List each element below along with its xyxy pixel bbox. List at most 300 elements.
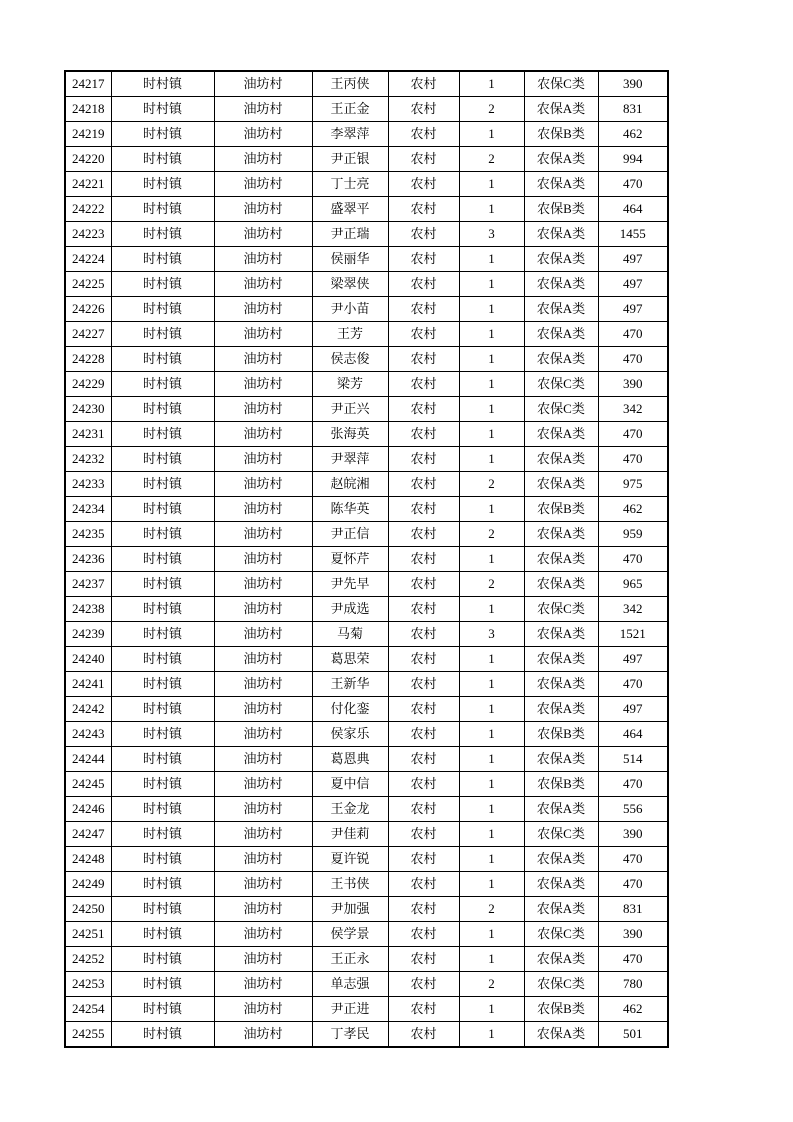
cell-insurance-class: 农保B类 bbox=[524, 497, 598, 522]
cell-record-id: 24254 bbox=[65, 997, 111, 1022]
cell-residence-type: 农村 bbox=[388, 622, 459, 647]
cell-amount: 342 bbox=[598, 597, 668, 622]
cell-person-count: 1 bbox=[459, 247, 524, 272]
cell-insurance-class: 农保A类 bbox=[524, 97, 598, 122]
cell-amount: 470 bbox=[598, 847, 668, 872]
cell-amount: 470 bbox=[598, 947, 668, 972]
cell-village: 油坊村 bbox=[214, 772, 312, 797]
cell-residence-type: 农村 bbox=[388, 422, 459, 447]
cell-person-name: 付化銮 bbox=[312, 697, 388, 722]
cell-person-count: 1 bbox=[459, 447, 524, 472]
cell-town: 时村镇 bbox=[111, 397, 214, 422]
cell-village: 油坊村 bbox=[214, 822, 312, 847]
cell-residence-type: 农村 bbox=[388, 372, 459, 397]
cell-person-name: 夏怀芹 bbox=[312, 547, 388, 572]
cell-amount: 975 bbox=[598, 472, 668, 497]
cell-insurance-class: 农保A类 bbox=[524, 222, 598, 247]
cell-town: 时村镇 bbox=[111, 572, 214, 597]
cell-record-id: 24250 bbox=[65, 897, 111, 922]
cell-person-name: 马菊 bbox=[312, 622, 388, 647]
table-row bbox=[65, 547, 668, 572]
cell-residence-type: 农村 bbox=[388, 822, 459, 847]
cell-person-count: 2 bbox=[459, 972, 524, 997]
cell-town: 时村镇 bbox=[111, 547, 214, 572]
cell-record-id: 24227 bbox=[65, 322, 111, 347]
cell-town: 时村镇 bbox=[111, 997, 214, 1022]
cell-record-id: 24244 bbox=[65, 747, 111, 772]
cell-town: 时村镇 bbox=[111, 897, 214, 922]
cell-person-name: 赵皖湘 bbox=[312, 472, 388, 497]
cell-record-id: 24218 bbox=[65, 97, 111, 122]
cell-residence-type: 农村 bbox=[388, 472, 459, 497]
cell-village: 油坊村 bbox=[214, 997, 312, 1022]
cell-insurance-class: 农保A类 bbox=[524, 472, 598, 497]
cell-insurance-class: 农保A类 bbox=[524, 572, 598, 597]
cell-person-name: 李翠萍 bbox=[312, 122, 388, 147]
cell-person-count: 1 bbox=[459, 997, 524, 1022]
cell-insurance-class: 农保A类 bbox=[524, 647, 598, 672]
records-table bbox=[64, 70, 669, 1048]
cell-person-count: 2 bbox=[459, 522, 524, 547]
cell-insurance-class: 农保C类 bbox=[524, 972, 598, 997]
cell-person-name: 张海英 bbox=[312, 422, 388, 447]
cell-village: 油坊村 bbox=[214, 1022, 312, 1048]
cell-residence-type: 农村 bbox=[388, 597, 459, 622]
cell-person-count: 2 bbox=[459, 147, 524, 172]
cell-insurance-class: 农保A类 bbox=[524, 422, 598, 447]
cell-person-count: 2 bbox=[459, 97, 524, 122]
cell-village: 油坊村 bbox=[214, 922, 312, 947]
cell-amount: 959 bbox=[598, 522, 668, 547]
cell-village: 油坊村 bbox=[214, 472, 312, 497]
cell-person-count: 1 bbox=[459, 272, 524, 297]
cell-person-name: 单志强 bbox=[312, 972, 388, 997]
cell-person-name: 王正永 bbox=[312, 947, 388, 972]
cell-insurance-class: 农保A类 bbox=[524, 247, 598, 272]
cell-amount: 342 bbox=[598, 397, 668, 422]
table-row bbox=[65, 497, 668, 522]
cell-town: 时村镇 bbox=[111, 1022, 214, 1048]
cell-record-id: 24249 bbox=[65, 872, 111, 897]
cell-person-count: 1 bbox=[459, 1022, 524, 1048]
cell-amount: 470 bbox=[598, 347, 668, 372]
cell-amount: 965 bbox=[598, 572, 668, 597]
cell-insurance-class: 农保C类 bbox=[524, 922, 598, 947]
cell-village: 油坊村 bbox=[214, 97, 312, 122]
cell-residence-type: 农村 bbox=[388, 772, 459, 797]
table-row bbox=[65, 772, 668, 797]
table-row bbox=[65, 872, 668, 897]
cell-insurance-class: 农保C类 bbox=[524, 71, 598, 97]
table-row bbox=[65, 822, 668, 847]
cell-record-id: 24240 bbox=[65, 647, 111, 672]
cell-town: 时村镇 bbox=[111, 122, 214, 147]
cell-town: 时村镇 bbox=[111, 322, 214, 347]
table-row bbox=[65, 347, 668, 372]
cell-insurance-class: 农保A类 bbox=[524, 272, 598, 297]
cell-amount: 470 bbox=[598, 172, 668, 197]
cell-person-count: 1 bbox=[459, 547, 524, 572]
cell-town: 时村镇 bbox=[111, 422, 214, 447]
cell-record-id: 24236 bbox=[65, 547, 111, 572]
cell-amount: 390 bbox=[598, 922, 668, 947]
cell-insurance-class: 农保A类 bbox=[524, 697, 598, 722]
cell-village: 油坊村 bbox=[214, 297, 312, 322]
cell-amount: 470 bbox=[598, 872, 668, 897]
table-row bbox=[65, 197, 668, 222]
cell-person-count: 1 bbox=[459, 71, 524, 97]
cell-amount: 470 bbox=[598, 447, 668, 472]
cell-insurance-class: 农保B类 bbox=[524, 122, 598, 147]
cell-amount: 994 bbox=[598, 147, 668, 172]
cell-insurance-class: 农保B类 bbox=[524, 772, 598, 797]
cell-town: 时村镇 bbox=[111, 147, 214, 172]
cell-person-count: 1 bbox=[459, 597, 524, 622]
cell-amount: 497 bbox=[598, 247, 668, 272]
cell-village: 油坊村 bbox=[214, 872, 312, 897]
cell-record-id: 24219 bbox=[65, 122, 111, 147]
cell-residence-type: 农村 bbox=[388, 797, 459, 822]
cell-amount: 1455 bbox=[598, 222, 668, 247]
cell-village: 油坊村 bbox=[214, 597, 312, 622]
cell-village: 油坊村 bbox=[214, 697, 312, 722]
table-row bbox=[65, 97, 668, 122]
cell-residence-type: 农村 bbox=[388, 322, 459, 347]
cell-person-name: 尹加强 bbox=[312, 897, 388, 922]
cell-insurance-class: 农保A类 bbox=[524, 847, 598, 872]
cell-residence-type: 农村 bbox=[388, 672, 459, 697]
cell-village: 油坊村 bbox=[214, 322, 312, 347]
cell-insurance-class: 农保B类 bbox=[524, 722, 598, 747]
table-row bbox=[65, 672, 668, 697]
cell-town: 时村镇 bbox=[111, 647, 214, 672]
cell-insurance-class: 农保B类 bbox=[524, 997, 598, 1022]
cell-person-count: 1 bbox=[459, 947, 524, 972]
cell-town: 时村镇 bbox=[111, 97, 214, 122]
table-row bbox=[65, 372, 668, 397]
cell-person-count: 1 bbox=[459, 122, 524, 147]
table-row bbox=[65, 697, 668, 722]
cell-town: 时村镇 bbox=[111, 697, 214, 722]
cell-insurance-class: 农保B类 bbox=[524, 197, 598, 222]
cell-record-id: 24224 bbox=[65, 247, 111, 272]
table-row bbox=[65, 1022, 668, 1048]
cell-residence-type: 农村 bbox=[388, 497, 459, 522]
cell-person-name: 尹正兴 bbox=[312, 397, 388, 422]
cell-village: 油坊村 bbox=[214, 372, 312, 397]
cell-residence-type: 农村 bbox=[388, 297, 459, 322]
cell-person-count: 3 bbox=[459, 222, 524, 247]
table-row bbox=[65, 447, 668, 472]
cell-insurance-class: 农保A类 bbox=[524, 297, 598, 322]
cell-town: 时村镇 bbox=[111, 247, 214, 272]
cell-record-id: 24255 bbox=[65, 1022, 111, 1048]
cell-person-name: 梁翠侠 bbox=[312, 272, 388, 297]
cell-person-count: 3 bbox=[459, 622, 524, 647]
cell-town: 时村镇 bbox=[111, 197, 214, 222]
cell-person-name: 葛恩典 bbox=[312, 747, 388, 772]
cell-person-count: 1 bbox=[459, 822, 524, 847]
cell-amount: 470 bbox=[598, 672, 668, 697]
cell-residence-type: 农村 bbox=[388, 247, 459, 272]
table-row bbox=[65, 997, 668, 1022]
cell-village: 油坊村 bbox=[214, 897, 312, 922]
cell-residence-type: 农村 bbox=[388, 697, 459, 722]
cell-record-id: 24220 bbox=[65, 147, 111, 172]
cell-town: 时村镇 bbox=[111, 747, 214, 772]
cell-town: 时村镇 bbox=[111, 597, 214, 622]
cell-person-count: 1 bbox=[459, 172, 524, 197]
cell-record-id: 24235 bbox=[65, 522, 111, 547]
cell-amount: 470 bbox=[598, 322, 668, 347]
table-row bbox=[65, 472, 668, 497]
cell-person-name: 侯志俊 bbox=[312, 347, 388, 372]
table-row bbox=[65, 572, 668, 597]
cell-residence-type: 农村 bbox=[388, 347, 459, 372]
cell-town: 时村镇 bbox=[111, 797, 214, 822]
cell-insurance-class: 农保C类 bbox=[524, 822, 598, 847]
cell-village: 油坊村 bbox=[214, 222, 312, 247]
cell-residence-type: 农村 bbox=[388, 197, 459, 222]
cell-town: 时村镇 bbox=[111, 947, 214, 972]
cell-amount: 464 bbox=[598, 722, 668, 747]
table-row bbox=[65, 422, 668, 447]
cell-person-name: 葛思荣 bbox=[312, 647, 388, 672]
cell-person-count: 1 bbox=[459, 722, 524, 747]
cell-record-id: 24252 bbox=[65, 947, 111, 972]
cell-village: 油坊村 bbox=[214, 547, 312, 572]
cell-amount: 390 bbox=[598, 372, 668, 397]
cell-insurance-class: 农保A类 bbox=[524, 747, 598, 772]
table-row bbox=[65, 147, 668, 172]
cell-amount: 464 bbox=[598, 197, 668, 222]
cell-amount: 831 bbox=[598, 97, 668, 122]
cell-record-id: 24241 bbox=[65, 672, 111, 697]
cell-amount: 390 bbox=[598, 822, 668, 847]
cell-insurance-class: 农保A类 bbox=[524, 447, 598, 472]
cell-amount: 462 bbox=[598, 997, 668, 1022]
cell-village: 油坊村 bbox=[214, 272, 312, 297]
cell-person-name: 尹佳莉 bbox=[312, 822, 388, 847]
cell-amount: 470 bbox=[598, 422, 668, 447]
cell-amount: 470 bbox=[598, 547, 668, 572]
cell-record-id: 24253 bbox=[65, 972, 111, 997]
cell-person-count: 1 bbox=[459, 647, 524, 672]
cell-person-count: 1 bbox=[459, 422, 524, 447]
cell-insurance-class: 农保A类 bbox=[524, 522, 598, 547]
table-row bbox=[65, 722, 668, 747]
cell-village: 油坊村 bbox=[214, 197, 312, 222]
table-row bbox=[65, 397, 668, 422]
cell-town: 时村镇 bbox=[111, 672, 214, 697]
table-row bbox=[65, 297, 668, 322]
table-row bbox=[65, 222, 668, 247]
cell-residence-type: 农村 bbox=[388, 872, 459, 897]
cell-village: 油坊村 bbox=[214, 622, 312, 647]
table-row bbox=[65, 247, 668, 272]
cell-record-id: 24239 bbox=[65, 622, 111, 647]
cell-village: 油坊村 bbox=[214, 71, 312, 97]
cell-insurance-class: 农保A类 bbox=[524, 897, 598, 922]
cell-person-name: 尹正进 bbox=[312, 997, 388, 1022]
table-row bbox=[65, 747, 668, 772]
cell-person-name: 盛翠平 bbox=[312, 197, 388, 222]
cell-amount: 390 bbox=[598, 71, 668, 97]
cell-record-id: 24230 bbox=[65, 397, 111, 422]
cell-person-count: 2 bbox=[459, 472, 524, 497]
cell-insurance-class: 农保A类 bbox=[524, 347, 598, 372]
cell-village: 油坊村 bbox=[214, 247, 312, 272]
cell-person-name: 梁芳 bbox=[312, 372, 388, 397]
cell-town: 时村镇 bbox=[111, 472, 214, 497]
cell-insurance-class: 农保A类 bbox=[524, 172, 598, 197]
cell-person-name: 王正金 bbox=[312, 97, 388, 122]
cell-insurance-class: 农保C类 bbox=[524, 372, 598, 397]
cell-village: 油坊村 bbox=[214, 647, 312, 672]
cell-person-name: 尹小苗 bbox=[312, 297, 388, 322]
cell-village: 油坊村 bbox=[214, 122, 312, 147]
table-row bbox=[65, 847, 668, 872]
cell-person-name: 王书侠 bbox=[312, 872, 388, 897]
cell-insurance-class: 农保A类 bbox=[524, 322, 598, 347]
cell-person-count: 1 bbox=[459, 297, 524, 322]
cell-town: 时村镇 bbox=[111, 922, 214, 947]
cell-record-id: 24238 bbox=[65, 597, 111, 622]
cell-insurance-class: 农保C类 bbox=[524, 397, 598, 422]
cell-record-id: 24242 bbox=[65, 697, 111, 722]
cell-town: 时村镇 bbox=[111, 297, 214, 322]
cell-person-count: 1 bbox=[459, 372, 524, 397]
cell-village: 油坊村 bbox=[214, 447, 312, 472]
table-row bbox=[65, 71, 668, 97]
cell-residence-type: 农村 bbox=[388, 97, 459, 122]
cell-person-name: 尹成选 bbox=[312, 597, 388, 622]
cell-record-id: 24229 bbox=[65, 372, 111, 397]
cell-person-count: 1 bbox=[459, 347, 524, 372]
cell-village: 油坊村 bbox=[214, 147, 312, 172]
cell-residence-type: 农村 bbox=[388, 722, 459, 747]
cell-person-name: 王新华 bbox=[312, 672, 388, 697]
cell-record-id: 24246 bbox=[65, 797, 111, 822]
cell-town: 时村镇 bbox=[111, 722, 214, 747]
cell-insurance-class: 农保A类 bbox=[524, 872, 598, 897]
table-row bbox=[65, 922, 668, 947]
cell-amount: 497 bbox=[598, 697, 668, 722]
cell-residence-type: 农村 bbox=[388, 947, 459, 972]
cell-person-count: 1 bbox=[459, 922, 524, 947]
cell-residence-type: 农村 bbox=[388, 572, 459, 597]
cell-village: 油坊村 bbox=[214, 797, 312, 822]
cell-person-count: 1 bbox=[459, 747, 524, 772]
cell-record-id: 24248 bbox=[65, 847, 111, 872]
cell-residence-type: 农村 bbox=[388, 922, 459, 947]
table-row bbox=[65, 947, 668, 972]
cell-record-id: 24231 bbox=[65, 422, 111, 447]
cell-person-name: 陈华英 bbox=[312, 497, 388, 522]
cell-insurance-class: 农保A类 bbox=[524, 672, 598, 697]
cell-residence-type: 农村 bbox=[388, 272, 459, 297]
table-row bbox=[65, 972, 668, 997]
cell-village: 油坊村 bbox=[214, 572, 312, 597]
cell-residence-type: 农村 bbox=[388, 547, 459, 572]
cell-person-name: 尹正信 bbox=[312, 522, 388, 547]
cell-residence-type: 农村 bbox=[388, 522, 459, 547]
cell-village: 油坊村 bbox=[214, 947, 312, 972]
cell-village: 油坊村 bbox=[214, 497, 312, 522]
cell-town: 时村镇 bbox=[111, 822, 214, 847]
cell-person-count: 1 bbox=[459, 772, 524, 797]
cell-village: 油坊村 bbox=[214, 172, 312, 197]
cell-record-id: 24222 bbox=[65, 197, 111, 222]
cell-village: 油坊村 bbox=[214, 397, 312, 422]
cell-village: 油坊村 bbox=[214, 522, 312, 547]
cell-insurance-class: 农保A类 bbox=[524, 547, 598, 572]
table-row bbox=[65, 597, 668, 622]
cell-town: 时村镇 bbox=[111, 872, 214, 897]
cell-amount: 831 bbox=[598, 897, 668, 922]
cell-residence-type: 农村 bbox=[388, 647, 459, 672]
cell-amount: 514 bbox=[598, 747, 668, 772]
cell-residence-type: 农村 bbox=[388, 222, 459, 247]
cell-amount: 462 bbox=[598, 497, 668, 522]
cell-insurance-class: 农保C类 bbox=[524, 597, 598, 622]
cell-insurance-class: 农保A类 bbox=[524, 1022, 598, 1048]
cell-person-name: 侯学景 bbox=[312, 922, 388, 947]
cell-person-name: 尹正瑞 bbox=[312, 222, 388, 247]
cell-amount: 462 bbox=[598, 122, 668, 147]
cell-person-count: 1 bbox=[459, 697, 524, 722]
cell-insurance-class: 农保A类 bbox=[524, 622, 598, 647]
cell-person-name: 侯丽华 bbox=[312, 247, 388, 272]
cell-residence-type: 农村 bbox=[388, 147, 459, 172]
cell-amount: 556 bbox=[598, 797, 668, 822]
cell-town: 时村镇 bbox=[111, 372, 214, 397]
records-table-body bbox=[65, 71, 668, 1047]
table-row bbox=[65, 172, 668, 197]
cell-village: 油坊村 bbox=[214, 847, 312, 872]
cell-village: 油坊村 bbox=[214, 422, 312, 447]
cell-record-id: 24251 bbox=[65, 922, 111, 947]
cell-record-id: 24245 bbox=[65, 772, 111, 797]
cell-person-count: 1 bbox=[459, 797, 524, 822]
cell-record-id: 24228 bbox=[65, 347, 111, 372]
cell-town: 时村镇 bbox=[111, 772, 214, 797]
cell-insurance-class: 农保A类 bbox=[524, 947, 598, 972]
cell-residence-type: 农村 bbox=[388, 71, 459, 97]
cell-person-name: 夏许锐 bbox=[312, 847, 388, 872]
cell-person-name: 尹翠萍 bbox=[312, 447, 388, 472]
cell-person-name: 丁孝民 bbox=[312, 1022, 388, 1048]
cell-residence-type: 农村 bbox=[388, 447, 459, 472]
cell-record-id: 24234 bbox=[65, 497, 111, 522]
cell-town: 时村镇 bbox=[111, 522, 214, 547]
cell-residence-type: 农村 bbox=[388, 397, 459, 422]
cell-person-count: 2 bbox=[459, 572, 524, 597]
cell-person-name: 王金龙 bbox=[312, 797, 388, 822]
cell-town: 时村镇 bbox=[111, 447, 214, 472]
table-row bbox=[65, 322, 668, 347]
cell-amount: 497 bbox=[598, 272, 668, 297]
cell-town: 时村镇 bbox=[111, 497, 214, 522]
cell-town: 时村镇 bbox=[111, 347, 214, 372]
table-row bbox=[65, 622, 668, 647]
cell-record-id: 24233 bbox=[65, 472, 111, 497]
cell-residence-type: 农村 bbox=[388, 997, 459, 1022]
cell-village: 油坊村 bbox=[214, 972, 312, 997]
cell-amount: 501 bbox=[598, 1022, 668, 1048]
table-row bbox=[65, 122, 668, 147]
cell-person-name: 尹正银 bbox=[312, 147, 388, 172]
